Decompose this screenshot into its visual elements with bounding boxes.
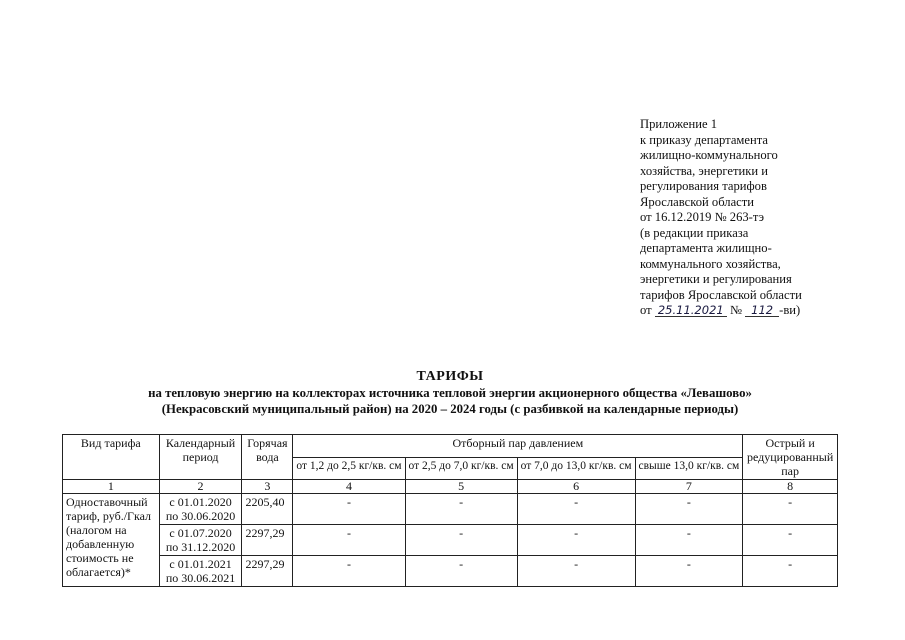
header-steam-4: свыше 13,0 кг/кв. см [635, 457, 743, 480]
value-cell: - [405, 525, 517, 556]
period-cell: с 01.01.2021 по 30.06.2021 [159, 556, 242, 587]
table-row [63, 556, 838, 587]
number-sign: № [729, 303, 742, 317]
header-steam-2: от 2,5 до 7,0 кг/кв. см [405, 457, 517, 480]
column-number-row [63, 480, 838, 494]
appendix-line: Ярославской области [640, 194, 754, 209]
value-cell: - [517, 525, 635, 556]
value-cell: - [635, 525, 743, 556]
value-cell: - [293, 494, 405, 525]
column-number: 2 [159, 480, 242, 494]
table-row [63, 525, 838, 556]
appendix-amendment-line [640, 303, 890, 319]
column-number: 6 [517, 480, 635, 494]
appendix-line: коммунального хозяйства, [640, 256, 781, 271]
title-subtitle-1: на тепловую энергию на коллекторах источника тепловой энергии акционерного общества «Левашово» [148, 386, 752, 400]
amendment-suffix: -ви) [779, 303, 801, 317]
header-steam-1: от 1,2 до 2,5 кг/кв. см [293, 457, 405, 480]
appendix-line: хозяйства, энергетики и [640, 163, 768, 178]
hot-water-cell: 2297,29 [242, 556, 293, 587]
hot-water-cell: 2205,40 [242, 494, 293, 525]
value-cell: - [293, 525, 405, 556]
column-number: 1 [63, 480, 160, 494]
header-row [63, 435, 838, 458]
value-cell: - [743, 525, 838, 556]
value-cell: - [293, 556, 405, 587]
header-steam-3: от 7,0 до 13,0 кг/кв. см [517, 457, 635, 480]
header-steam: Отборный пар давлением [293, 435, 743, 458]
handwritten-date: 25.11.2021 [655, 304, 727, 317]
appendix-line: жилищно-коммунального [640, 148, 778, 162]
handwritten-number: 112 [745, 304, 779, 317]
hot-water-cell: 2297,29 [242, 525, 293, 556]
header-tariff-type: Вид тарифа [63, 435, 160, 480]
tariff-table [62, 434, 838, 587]
appendix-line: (в редакции приказа [640, 225, 749, 240]
appendix-line: от 16.12.2019 № 263-тэ [640, 210, 765, 224]
column-number: 7 [635, 480, 743, 494]
period-cell: с 01.01.2020 по 30.06.2020 [159, 494, 242, 525]
value-cell: - [743, 494, 838, 525]
document-title [70, 368, 830, 417]
value-cell: - [405, 494, 517, 525]
amendment-prefix: от [640, 303, 652, 317]
appendix-line: к приказу департамента [640, 132, 768, 147]
tariff-type-cell: Одноставочный тариф, руб./Гкал (налогом на добавленную стоимость не облагается)* [63, 494, 160, 587]
title-main: ТАРИФЫ [416, 369, 484, 384]
header-hot-water: Горячая вода [242, 435, 293, 480]
column-number: 8 [743, 480, 838, 494]
header-sharp-steam: Острый и редуцированный пар [743, 435, 838, 480]
period-cell: с 01.07.2020 по 31.12.2020 [159, 525, 242, 556]
value-cell: - [517, 494, 635, 525]
appendix-line: энергетики и регулирования [640, 272, 792, 286]
value-cell: - [405, 556, 517, 587]
appendix-note [640, 117, 890, 319]
appendix-line: Приложение 1 [640, 117, 718, 131]
header-period: Календарный период [159, 435, 242, 480]
appendix-line: тарифов Ярославской области [640, 287, 802, 302]
value-cell: - [743, 556, 838, 587]
appendix-line: регулирования тарифов [640, 179, 767, 193]
column-number: 3 [242, 480, 293, 494]
value-cell: - [635, 494, 743, 525]
value-cell: - [517, 556, 635, 587]
column-number: 5 [405, 480, 517, 494]
value-cell: - [635, 556, 743, 587]
column-number: 4 [293, 480, 405, 494]
appendix-line: департамента жилищно- [640, 241, 772, 255]
table-row [63, 494, 838, 525]
title-subtitle-2: (Некрасовский муниципальный район) на 2020 – 2024 годы (с разбивкой на календарные периоды) [161, 402, 739, 416]
